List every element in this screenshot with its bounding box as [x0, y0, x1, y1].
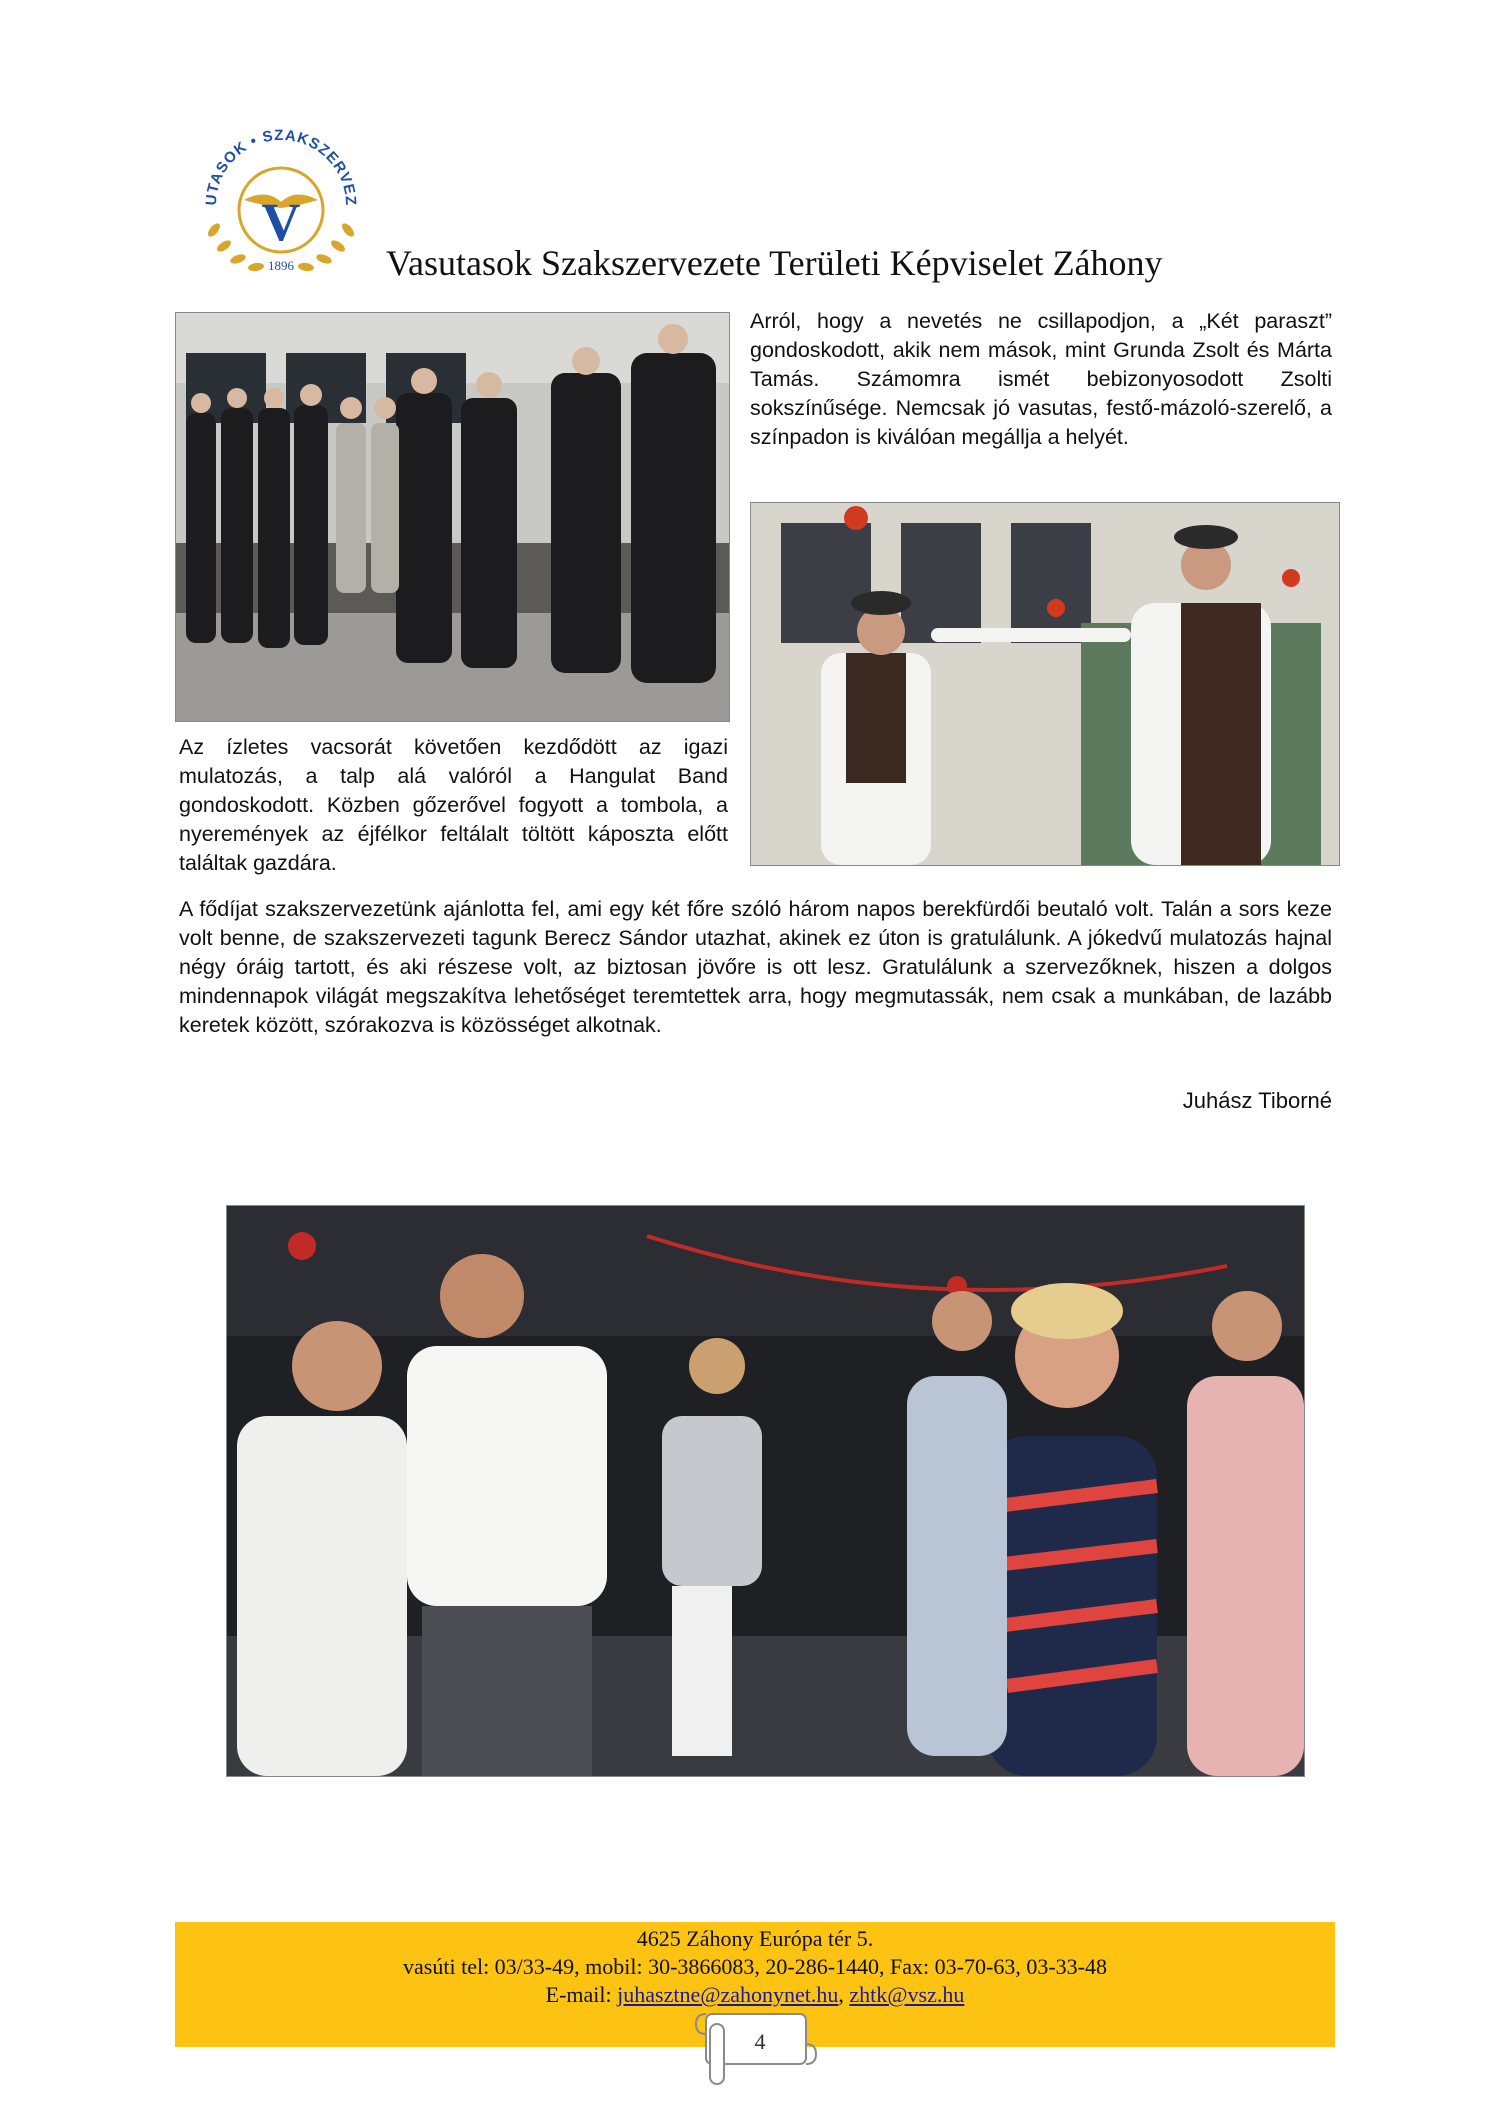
photo-costumed-group — [175, 312, 730, 722]
footer-address: 4625 Záhony Európa tér 5. — [636, 1926, 874, 1951]
email-link-juhasztne[interactable]: juhasztne@zahonynet.hu — [617, 1982, 839, 2007]
article-author: Juhász Tiborné — [1182, 1088, 1332, 1113]
footer-phones: vasúti tel: 03/33-49, mobil: 30-3866083, 20-286-1440, Fax: 03-70-63, 03-33-48 — [403, 1954, 1107, 1979]
article-paragraph-two-peasants: Arról, hogy a nevetés ne csillapodjon, a „Két paraszt” gondoskodott, akik nem mások, mint Grunda Zsolt és Márta Tamás. Számomra ismét bebizonyosodott Zsolti sokszínűsége. Nemcsak jó vasutas, festő-mázoló-szerelő, a színpadon is kiválóan megállja a helyét. — [750, 309, 1332, 449]
page-title: Vasutasok Szakszervezete Területi Képviselet Záhony — [386, 243, 1163, 283]
union-logo — [186, 110, 376, 280]
page-number: 4 — [754, 2029, 766, 2054]
svg-text:V: V — [261, 192, 301, 252]
footer-email-label: E-mail: — [545, 1982, 612, 2007]
photo-dance-party — [226, 1205, 1305, 1777]
photo-stage-performance — [750, 502, 1340, 866]
email-link-zhtk[interactable]: zhtk@vsz.hu — [849, 1982, 965, 2007]
article-paragraph-main-prize: A fődíjat szakszervezetünk ajánlotta fel, ami egy két főre szóló három napos berekfürdői beutaló volt. Talán a sors keze volt benne, de szakszervezeti tagunk Berecz Sándor utazhat, akinek ez úton is gratulálunk. A jókedvű mulatozás hajnal négy óráig tartott, és aki részese volt, az biztosan jövőre is ott lesz. Gratulálunk a szervezőknek, hiszen a dolgos mindennapok világát megszakítva lehetőséget teremtettek arra, hogy megmutassák, nem csak a munkában, de lazább keretek között, szórakozva is közösséget alkotnak. — [179, 897, 1332, 1037]
svg-text:1896: 1896 — [268, 258, 294, 273]
footer-email-separator: , — [838, 1982, 844, 2007]
article-paragraph-dinner: Az ízletes vacsorát követően kezdődött az igazi mulatozás, a talp alá valóról a Hangulat Band gondoskodott. Közben gőzerővel fogyott a tombola, a nyeremények az éjfélkor feltálalt töltött káposzta előtt találtak gazdára. — [179, 735, 728, 875]
svg-text:VASUTASOK • SZAKSZERVEZETE: UTASOK • SZAKSZERVEZ — [202, 126, 360, 207]
